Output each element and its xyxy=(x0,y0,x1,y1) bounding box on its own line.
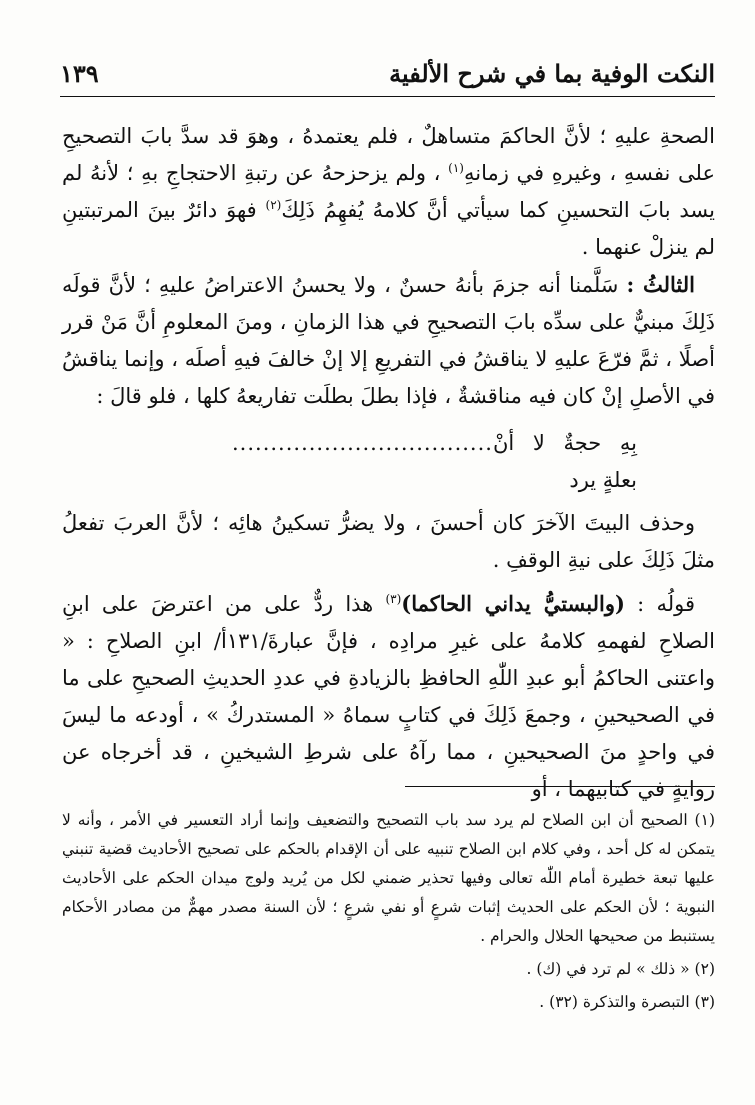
page-number: ١٣٩ xyxy=(60,59,99,88)
footnote-1: (١) الصحيح أن ابن الصلاح لم يرد سد باب التصحيح والتضعيف وإنما أراد التعسير في الأمر ، وأنه لا يتمكن له كل أحد ، وفي كلام ابن الصلاح تنبيه على أن الإقدام بالحكم على تصحيح الأحاديث قضية تنبني عليها تبعة خطيرة أمام اللّٰه تعالى وفيها تحذير ضمني لكل من يُريد ولوج ميدان الحكم على الأحاديث النبوية ؛ لأن الحكم على الحديث إثبات شرعٍ أو نفي شرعٍ ؛ لأن السنة مصدر مهمٌّ من مصادر الأحكام يستنبط من صحيحها الحلال والحرام . xyxy=(62,811,715,945)
footnote-divider xyxy=(405,786,715,787)
paragraph-1: الصحةِ عليهِ ؛ لأنَّ الحاكمَ متساهلٌ ، فلم يعتمدهُ ، وهوَ قد سدَّ بابَ التصحيحِ على نفسهِ ، وغيرهِ في زمانهِ$^{(١)}$ ، ولم يزحزحهُ عن رتبةِ الاحتجاجِ بهِ ؛ لأنهُ لم يسد بابَ التحسينِ كما سيأتي أنَّ كلامهُ يُفهِمُ ذَلِكَ$^{(٢)}$ فهوَ دائرٌ بينَ المرتبتينِ لم ينزلْ عنهما . xyxy=(62,124,715,259)
footnote-3: (٣) التبصرة والتذكرة (٣٢) . xyxy=(539,993,715,1011)
quote-lead: قولُه : xyxy=(637,592,695,616)
footnote-2: (٢) « ذلك » لم ترد في (ك) . xyxy=(526,960,715,978)
footnote-ref-1: (١) xyxy=(448,161,464,175)
verse-line xyxy=(62,425,715,499)
section-lead: الثالثُ : xyxy=(626,272,695,297)
running-header xyxy=(60,52,715,88)
footnotes xyxy=(62,806,715,1021)
book-title: النكت الوفية بما في شرح الألفية xyxy=(389,59,715,88)
verse-quote: (والبستيُّ يداني الحاكما) xyxy=(401,591,625,616)
footnote-ref-3: (٣) xyxy=(385,592,402,606)
paragraph-4: قولُه : (والبستيُّ يداني الحاكما)$^{(٣)}$ هذا ردٌّ على من اعترضَ على ابنِ الصلاحِ لفهمهِ كلامهُ على غيرِ مرادِه ، فإنَّ عبارةَ/١٣١أ/ ابنِ الصلاحِ : « واعتنى الحاكمُ أبو عبدِ اللّٰهِ الحافظِ بالزيادةِ في عددِ الحديثِ الصحيحِ على ما في الصحيحينِ ، وجمعَ ذَلِكَ في كتابٍ سماهُ « المستدركُ » ، أودعه ما ليسَ في واحدٍ منَ الصحيحينِ ، مما رآهُ على شرطِ الشيخينِ ، قد أخرجاه عن روايةٍ في كتابيهما ، أو xyxy=(62,591,716,801)
verse-ellipsis: .................................. xyxy=(232,431,493,455)
paragraph-2: الثالثُ : سَلَّمنا أنه جزمَ بأنهُ حسنٌ ، ولا يحسنُ الاعتراضُ عليهِ ؛ لأنَّ قولَه ذَلِكَ مبنيٌّ على سدِّه بابَ التصحيحِ في هذا الزمانِ ، ومنَ المعلومِ أنَّ مَنْ قرر أصلًا ، ثمَّ فرّعَ عليهِ لا يناقشُ في التفريعِ إلا إنْ خالفَ فيهِ أصلَه ، وإنما يناقشُ في الأصلِ إنْ كان فيه مناقشةٌ ، فإذا بطلَ بطلَت تفاريعهُ كلها ، فلو قالَ : xyxy=(62,272,715,408)
footnote-ref-2: (٢) xyxy=(265,198,282,212)
main-text xyxy=(62,118,715,808)
header-divider xyxy=(60,96,715,97)
verse-first-hemistich: بِهِ حجةٌ لا أنْ بعلةٍ يرد xyxy=(492,431,637,492)
paragraph-3: وحذف البيتَ الآخرَ كان أحسنَ ، ولا يضرُّ تسكينُ هائِه ؛ لأنَّ العربَ تفعلُ مثلَ ذَلِكَ على نيةِ الوقفِ . xyxy=(62,511,715,572)
